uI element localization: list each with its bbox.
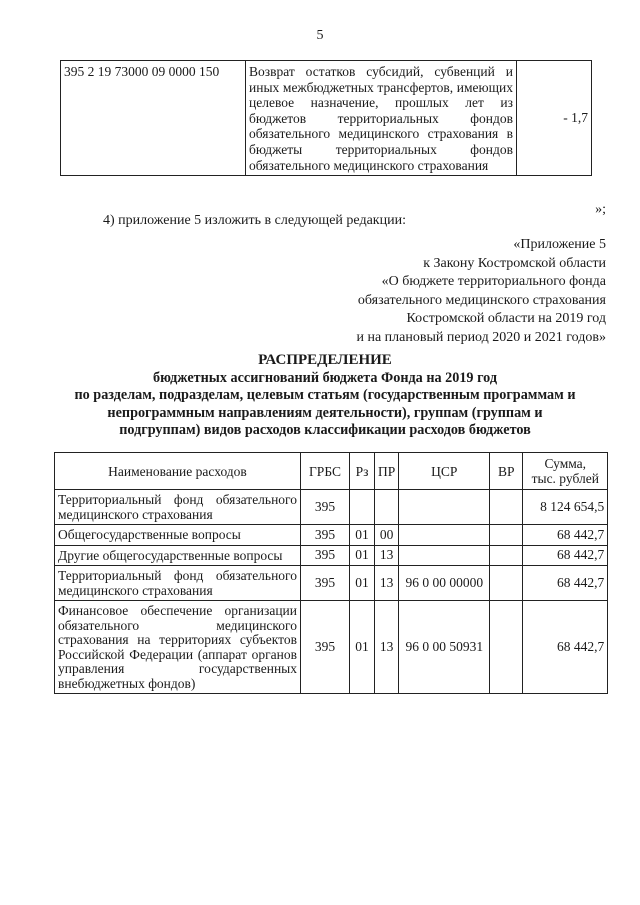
revenue-table <box>60 60 592 176</box>
revenue-description: Возврат остатков субсидий, субвенций и иных межбюджетных трансфертов, имеющих целевое назначение, прошлых лет из бюджетов территориальных фондов обязательного медицинского страхования в бюджеты территориальных фондов обязательного медицинского страхования <box>246 61 517 176</box>
appendix-line: к Закону Костромской области <box>423 255 606 271</box>
expense-name: Территориальный фонд обязательного медицинского страхования <box>55 490 301 525</box>
revenue-amount: - 1,7 <box>517 61 592 176</box>
sum-cell: 68 442,7 <box>523 545 608 566</box>
rz-cell: 01 <box>350 601 375 694</box>
col-header-sum <box>523 453 608 490</box>
table-row <box>55 566 608 601</box>
col-header-grbs: ГРБС <box>301 453 350 490</box>
expense-name: Финансовое обеспечение организации обязательного медицинского страхования на территориях субъектов Российской Федерации (аппарат органов управления государственных внебюджетных фондов) <box>55 601 301 694</box>
heading-line: подгруппам) видов расходов классификации расходов бюджетов <box>119 422 531 439</box>
grbs-cell: 395 <box>301 545 350 566</box>
distribution-table <box>54 452 608 694</box>
appendix-line: «О бюджете территориального фонда <box>381 274 606 290</box>
rz-cell: 01 <box>350 545 375 566</box>
expense-name: Другие общегосударственные вопросы <box>55 545 301 566</box>
appendix-line: Костромской области на 2019 год <box>406 311 606 327</box>
heading-line: по разделам, подразделам, целевым статьям (государственным программам и <box>74 387 576 404</box>
sum-cell: 8 124 654,5 <box>523 490 608 525</box>
csr-cell <box>399 490 490 525</box>
csr-cell: 96 0 00 00000 <box>399 566 490 601</box>
rz-cell <box>350 490 375 525</box>
col-header-csr: ЦСР <box>399 453 490 490</box>
grbs-cell: 395 <box>301 525 350 546</box>
col-header-vr: ВР <box>490 453 523 490</box>
grbs-cell: 395 <box>301 490 350 525</box>
sum-cell: 68 442,7 <box>523 601 608 694</box>
budget-code: 395 2 19 73000 09 0000 150 <box>61 61 246 176</box>
heading-line: бюджетных ассигнований бюджета Фонда на 2019 год <box>152 369 498 386</box>
grbs-cell: 395 <box>301 601 350 694</box>
pr-cell: 13 <box>375 566 399 601</box>
closing-quote: »; <box>595 202 606 217</box>
heading-line: непрограммным направлениям деятельности), группам (группам и <box>107 404 543 421</box>
appendix-line: и на плановый период 2020 и 2021 годов» <box>356 329 606 345</box>
table-row <box>55 525 608 546</box>
document-heading <box>40 352 610 440</box>
page-number: 5 <box>316 28 324 43</box>
table-row <box>55 601 608 694</box>
rz-cell: 01 <box>350 566 375 601</box>
amendment-item: 4) приложение 5 изложить в следующей редакции: <box>103 213 406 228</box>
pr-cell: 00 <box>375 525 399 546</box>
expense-name: Территориальный фонд обязательного медицинского страхования <box>55 566 301 601</box>
table-row <box>61 61 592 176</box>
vr-cell <box>490 490 523 525</box>
csr-cell <box>399 525 490 546</box>
grbs-cell: 395 <box>301 566 350 601</box>
pr-cell: 13 <box>375 545 399 566</box>
vr-cell <box>490 525 523 546</box>
col-header-sum-line: тыс. рублей <box>531 471 599 486</box>
rz-cell: 01 <box>350 525 375 546</box>
sum-cell: 68 442,7 <box>523 566 608 601</box>
expense-name: Общегосударственные вопросы <box>55 525 301 546</box>
col-header-pr: ПР <box>375 453 399 490</box>
heading-title: РАСПРЕДЕЛЕНИЕ <box>258 352 392 368</box>
table-header-row <box>55 453 608 490</box>
csr-cell <box>399 545 490 566</box>
col-header-name: Наименование расходов <box>55 453 301 490</box>
appendix-line: «Приложение 5 <box>513 237 606 252</box>
sum-cell: 68 442,7 <box>523 525 608 546</box>
appendix-line: обязательного медицинского страхования <box>357 292 606 308</box>
table-row <box>55 490 608 525</box>
table-row <box>55 545 608 566</box>
pr-cell: 13 <box>375 601 399 694</box>
col-header-rz: Рз <box>350 453 375 490</box>
vr-cell <box>490 545 523 566</box>
col-header-sum-line: Сумма, <box>544 456 587 471</box>
pr-cell <box>375 490 399 525</box>
vr-cell <box>490 601 523 694</box>
csr-cell: 96 0 00 50931 <box>399 601 490 694</box>
vr-cell <box>490 566 523 601</box>
appendix-header <box>356 236 606 348</box>
